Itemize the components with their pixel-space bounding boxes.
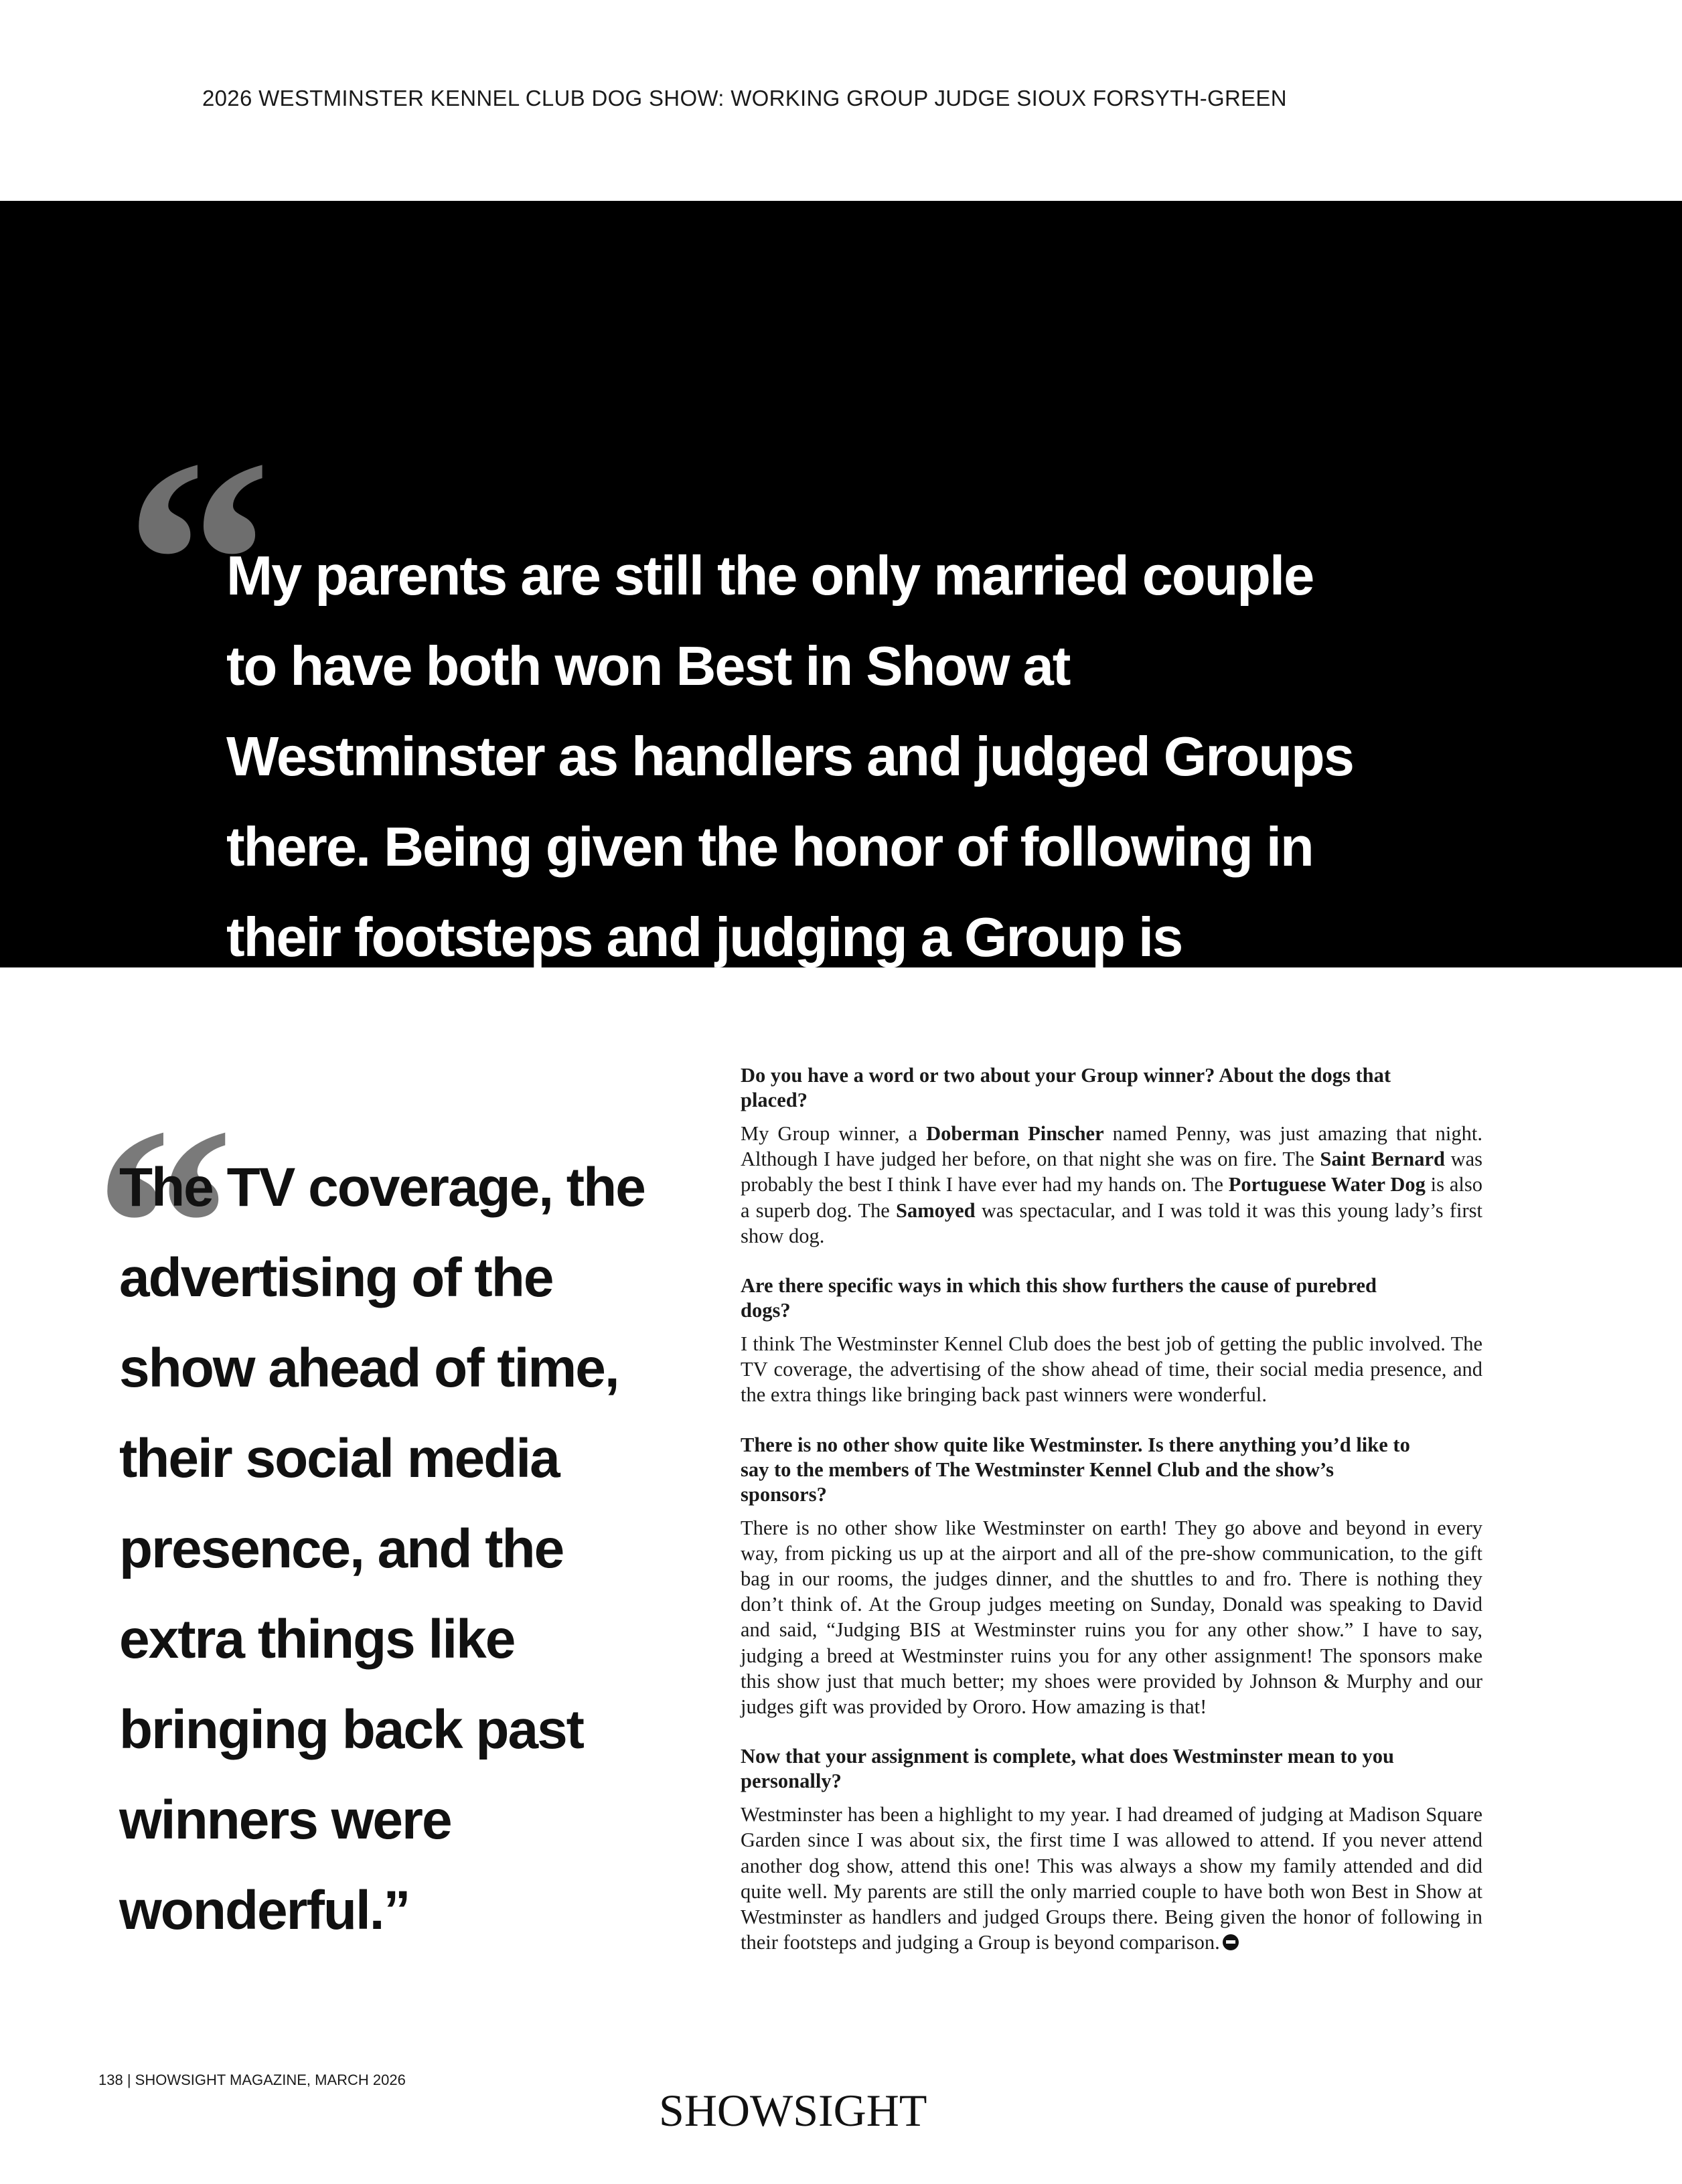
- pull-quote: The TV coverage, the advertising of the show ahead of time, their social media presence, and the extra things like bringing back past winners were wonderful.”: [119, 1157, 645, 1941]
- page-footer: 138 | SHOWSIGHT MAGAZINE, MARCH 2026: [98, 2072, 406, 2088]
- answer-1: My Group winner, a Doberman Pinscher named Penny, was just amazing that night. Although I have judged her before, on that night she was on fire. The Saint Bernard was probably the best I think I have ever had my hands on. The Portuguese Water Dog is also a superb dog. The Samoyed was spectacular, and I was told it was this young lady’s first show dog.: [741, 1122, 1483, 1247]
- breed-portuguese-water-dog: Portuguese Water Dog: [1228, 1173, 1426, 1196]
- answer-3: There is no other show like Westminster on earth! They go above and beyond in every way, from picking us up at the airport and all of the pre-show communication, to the gift bag in our rooms, the judges dinner, and the shuttles to and fro. There is nothing they don’t think of. At the Group judges meeting on Sunday, Donald was speaking to David and said, “Judging BIS at Westminster ruins you for any other show.” I have to say, judging a breed at Westminster ruins you for any other assignment! The sponsors make this show just that much better; my shoes were provided by Johnson & Murphy and our judges gift was provided by Ororo. How amazing is that!: [741, 1516, 1482, 1719]
- pull-quote-mark-icon: “: [94, 1069, 234, 1381]
- quote-banner: [0, 201, 1682, 1059]
- breed-doberman: Doberman Pinscher: [926, 1122, 1104, 1145]
- breed-saint-bernard: Saint Bernard: [1320, 1148, 1445, 1171]
- answer-2: I think The Westminster Kennel Club does the best job of getting the public involved. The TV coverage, the advertising of the show ahead of time, their social media presence, and the extra things like bringing back past winners were wonderful.: [741, 1332, 1482, 1407]
- end-mark-icon: [1223, 1934, 1239, 1950]
- question-1: Do you have a word or two about your Group winner? About the dogs that placed?: [741, 1064, 1391, 1111]
- showsight-logo: SHOWSIGHT: [659, 2085, 927, 2136]
- answer-4: Westminster has been a highlight to my year. I had dreamed of judging at Madison Square Garden since I was about six, the first time I was allowed to attend. If you never attend another dog show, attend this one! This was always a show my family attended and did quite well. My parents are still the only married couple to have both won Best in Show at Westminster as handlers and judged Groups there. Being given the honor of following in their footsteps and judging a Group is beyond comparison.: [741, 1803, 1482, 1954]
- interview-article: [741, 1063, 1482, 1980]
- open-quote-icon: “: [125, 399, 272, 725]
- running-header: 2026 WESTMINSTER KENNEL CLUB DOG SHOW: WORKING GROUP JUDGE SIOUX FORSYTH-GREEN: [202, 86, 1287, 110]
- breed-samoyed: Samoyed: [895, 1198, 976, 1222]
- question-2: Are there specific ways in which this show furthers the cause of purebred dogs?: [741, 1274, 1377, 1322]
- question-4: Now that your assignment is complete, what does Westminster mean to you personally?: [741, 1745, 1394, 1793]
- banner-quote: My parents are still the only married couple to have both won Best in Show at Westminster as handlers and judged Groups there. Being given the honor of following in their footsteps and judging a Group is beyond comparison.”: [226, 544, 1353, 1059]
- question-3: There is no other show quite like Westminster. Is there anything you’d like to say to the members of The Westminster Kennel Club and the show’s sponsors?: [741, 1433, 1410, 1506]
